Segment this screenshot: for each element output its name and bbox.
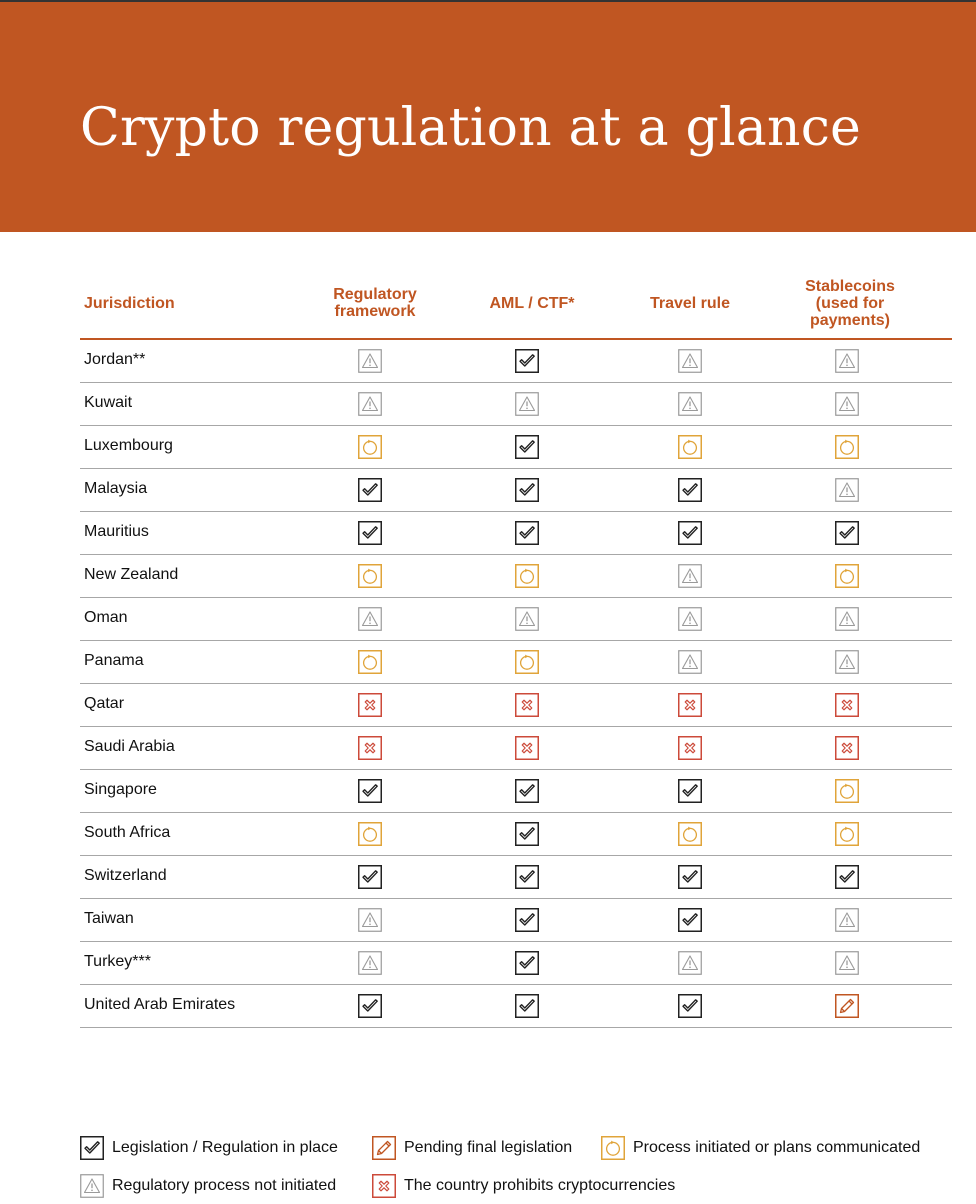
checkmark-icon — [515, 521, 539, 545]
status-cell — [678, 478, 702, 502]
checkmark-icon — [358, 994, 382, 1018]
jurisdiction-name: South Africa — [84, 824, 171, 841]
status-cell — [515, 908, 539, 932]
circular-arrow-icon — [515, 650, 539, 674]
table-row — [80, 770, 952, 813]
status-cell — [515, 392, 539, 416]
circular-arrow-icon — [835, 564, 859, 588]
status-cell — [835, 564, 859, 588]
warning-icon — [835, 478, 859, 502]
table-row — [80, 942, 952, 985]
page-title: Crypto regulation at a glance — [80, 98, 862, 158]
warning-icon — [678, 951, 702, 975]
table-row — [80, 426, 952, 469]
circular-arrow-icon — [835, 435, 859, 459]
status-cell — [515, 521, 539, 545]
checkmark-icon — [515, 478, 539, 502]
table-row — [80, 985, 952, 1028]
checkmark-icon — [678, 521, 702, 545]
table-header — [80, 268, 952, 340]
cross-icon — [678, 693, 702, 717]
status-cell — [358, 994, 382, 1018]
circular-arrow-icon — [358, 564, 382, 588]
table-row — [80, 684, 952, 727]
legend-item — [372, 1134, 572, 1162]
legend-item — [80, 1172, 336, 1200]
table-row — [80, 598, 952, 641]
circular-arrow-icon — [358, 435, 382, 459]
warning-icon — [835, 908, 859, 932]
warning-icon — [678, 607, 702, 631]
status-cell — [678, 736, 702, 760]
circular-arrow-icon — [358, 822, 382, 846]
checkmark-icon — [678, 994, 702, 1018]
checkmark-icon — [515, 822, 539, 846]
status-cell — [515, 435, 539, 459]
warning-icon — [358, 349, 382, 373]
status-cell — [358, 564, 382, 588]
status-cell — [835, 822, 859, 846]
cross-icon — [515, 693, 539, 717]
cross-icon — [372, 1174, 396, 1198]
table-row — [80, 899, 952, 942]
checkmark-icon — [515, 349, 539, 373]
status-cell — [515, 822, 539, 846]
warning-icon — [835, 951, 859, 975]
warning-icon — [835, 607, 859, 631]
cross-icon — [515, 736, 539, 760]
cross-icon — [358, 693, 382, 717]
status-cell — [835, 392, 859, 416]
status-cell — [678, 822, 702, 846]
status-cell — [835, 521, 859, 545]
jurisdiction-name: Qatar — [84, 695, 125, 712]
warning-icon — [515, 607, 539, 631]
status-cell — [835, 650, 859, 674]
checkmark-icon — [678, 779, 702, 803]
checkmark-icon — [515, 865, 539, 889]
cross-icon — [835, 693, 859, 717]
circular-arrow-icon — [678, 822, 702, 846]
table-row — [80, 555, 952, 598]
status-cell — [358, 607, 382, 631]
status-cell — [358, 822, 382, 846]
status-cell — [678, 349, 702, 373]
status-cell — [835, 951, 859, 975]
warning-icon — [678, 650, 702, 674]
legend-label: Legislation / Regulation in place — [112, 1139, 338, 1156]
warning-icon — [835, 650, 859, 674]
warning-icon — [835, 392, 859, 416]
jurisdiction-name: Taiwan — [84, 910, 134, 927]
status-cell — [358, 521, 382, 545]
table-row — [80, 727, 952, 770]
status-cell — [358, 908, 382, 932]
status-cell — [515, 349, 539, 373]
status-cell — [358, 435, 382, 459]
status-cell — [835, 478, 859, 502]
jurisdiction-name: Panama — [84, 652, 144, 669]
status-cell — [835, 349, 859, 373]
status-cell — [515, 478, 539, 502]
circular-arrow-icon — [678, 435, 702, 459]
warning-icon — [80, 1174, 104, 1198]
title-banner — [0, 2, 976, 232]
jurisdiction-name: New Zealand — [84, 566, 179, 583]
legend-label: Pending final legislation — [404, 1139, 573, 1156]
legend-item — [372, 1172, 675, 1200]
header-aml-ctf: AML / CTF* — [489, 294, 575, 312]
pencil-icon — [372, 1136, 396, 1160]
checkmark-icon — [678, 478, 702, 502]
table-row — [80, 813, 952, 856]
checkmark-icon — [515, 435, 539, 459]
legend-label: Process initiated or plans communicated — [633, 1139, 921, 1156]
status-cell — [678, 392, 702, 416]
circular-arrow-icon — [515, 564, 539, 588]
checkmark-icon — [358, 478, 382, 502]
header-regulatory-framework: Regulatory framework — [333, 286, 417, 320]
checkmark-icon — [835, 865, 859, 889]
table-row — [80, 340, 952, 383]
status-cell — [835, 779, 859, 803]
status-cell — [835, 435, 859, 459]
table-row — [80, 512, 952, 555]
status-cell — [515, 564, 539, 588]
status-cell — [358, 779, 382, 803]
checkmark-icon — [678, 908, 702, 932]
circular-arrow-icon — [835, 779, 859, 803]
checkmark-icon — [515, 779, 539, 803]
jurisdiction-name: Turkey*** — [84, 953, 151, 970]
checkmark-icon — [515, 908, 539, 932]
status-cell — [678, 865, 702, 889]
status-cell — [358, 693, 382, 717]
status-cell — [678, 908, 702, 932]
warning-icon — [358, 607, 382, 631]
status-cell — [678, 994, 702, 1018]
cross-icon — [358, 736, 382, 760]
status-cell — [358, 865, 382, 889]
cross-icon — [835, 736, 859, 760]
status-cell — [515, 736, 539, 760]
table-row — [80, 641, 952, 684]
status-cell — [835, 607, 859, 631]
circular-arrow-icon — [835, 822, 859, 846]
table-row — [80, 383, 952, 426]
status-cell — [678, 693, 702, 717]
header-travel-rule: Travel rule — [649, 294, 731, 312]
warning-icon — [678, 349, 702, 373]
status-cell — [678, 779, 702, 803]
status-cell — [835, 908, 859, 932]
status-cell — [678, 435, 702, 459]
status-cell — [678, 607, 702, 631]
status-cell — [358, 951, 382, 975]
cross-icon — [678, 736, 702, 760]
status-cell — [678, 650, 702, 674]
legend-label: The country prohibits cryptocurrencies — [404, 1177, 676, 1194]
jurisdiction-name: Switzerland — [84, 867, 167, 884]
warning-icon — [678, 564, 702, 588]
warning-icon — [678, 392, 702, 416]
legend-item — [601, 1134, 920, 1162]
table-row — [80, 856, 952, 899]
jurisdiction-name: Luxembourg — [84, 437, 173, 454]
checkmark-icon — [835, 521, 859, 545]
header-jurisdiction: Jurisdiction — [84, 294, 175, 312]
status-cell — [515, 650, 539, 674]
jurisdiction-name: Singapore — [84, 781, 157, 798]
circular-arrow-icon — [358, 650, 382, 674]
status-cell — [835, 736, 859, 760]
warning-icon — [358, 392, 382, 416]
status-cell — [835, 994, 859, 1018]
table-body — [80, 340, 952, 1028]
table-row — [80, 469, 952, 512]
status-cell — [678, 564, 702, 588]
legend-label: Regulatory process not initiated — [112, 1177, 337, 1194]
warning-icon — [358, 908, 382, 932]
status-cell — [358, 736, 382, 760]
status-cell — [515, 693, 539, 717]
jurisdiction-name: United Arab Emirates — [84, 996, 236, 1013]
pencil-icon — [835, 994, 859, 1018]
warning-icon — [515, 392, 539, 416]
status-cell — [515, 865, 539, 889]
warning-icon — [835, 349, 859, 373]
warning-icon — [358, 951, 382, 975]
checkmark-icon — [515, 994, 539, 1018]
status-cell — [678, 521, 702, 545]
checkmark-icon — [358, 865, 382, 889]
status-cell — [358, 650, 382, 674]
checkmark-icon — [515, 951, 539, 975]
jurisdiction-name: Jordan** — [84, 351, 146, 368]
jurisdiction-name: Saudi Arabia — [84, 738, 175, 755]
status-cell — [515, 994, 539, 1018]
checkmark-icon — [358, 779, 382, 803]
status-cell — [358, 349, 382, 373]
jurisdiction-name: Malaysia — [84, 480, 148, 497]
status-cell — [358, 478, 382, 502]
status-cell — [835, 693, 859, 717]
legend — [80, 1133, 970, 1203]
checkmark-icon — [358, 521, 382, 545]
header-stablecoins: Stablecoins (used for payments) — [805, 277, 895, 329]
jurisdiction-name: Mauritius — [84, 523, 149, 540]
checkmark-icon — [80, 1136, 104, 1160]
status-cell — [515, 779, 539, 803]
regulation-table — [80, 268, 952, 1028]
jurisdiction-name: Kuwait — [84, 394, 133, 411]
status-cell — [678, 951, 702, 975]
legend-item — [80, 1134, 338, 1162]
status-cell — [358, 392, 382, 416]
status-cell — [515, 951, 539, 975]
jurisdiction-name: Oman — [84, 609, 128, 626]
status-cell — [835, 865, 859, 889]
checkmark-icon — [678, 865, 702, 889]
status-cell — [515, 607, 539, 631]
circular-arrow-icon — [601, 1136, 625, 1160]
